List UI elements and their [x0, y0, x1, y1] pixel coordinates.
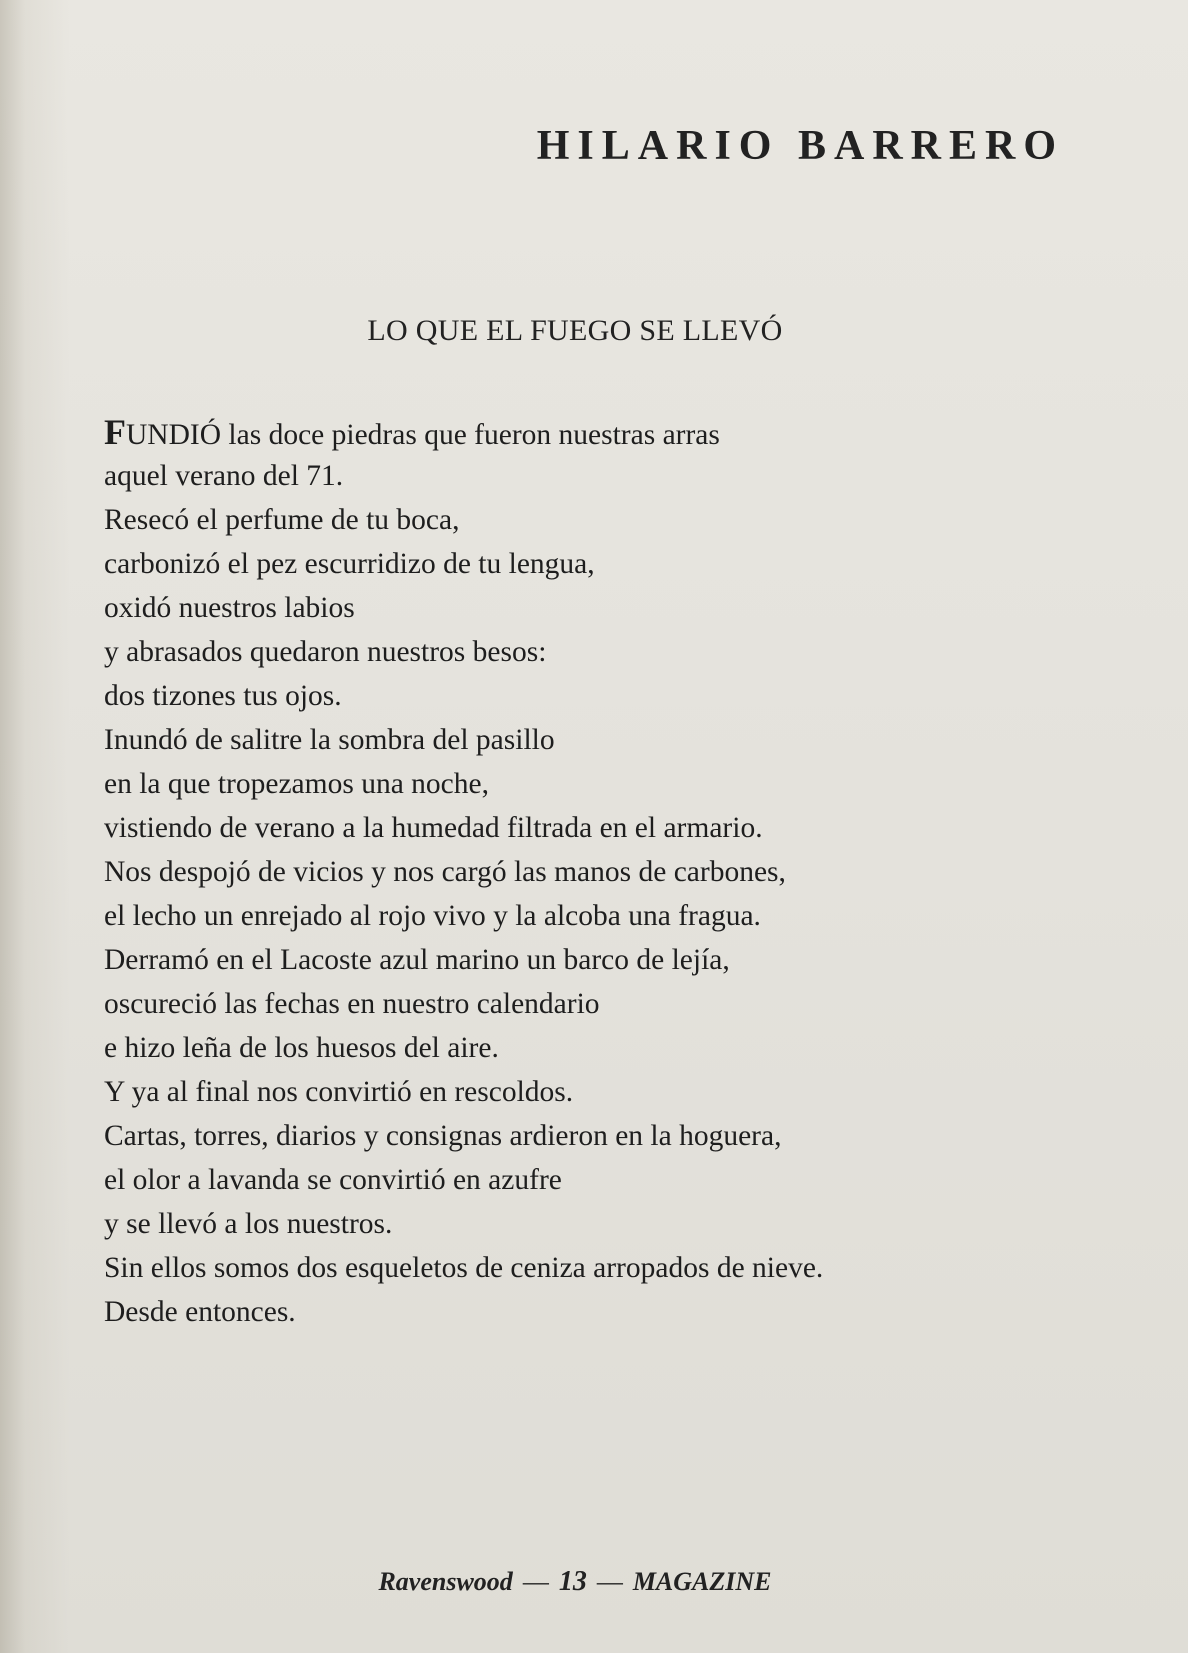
poem-line: en la que tropezamos una noche,: [104, 768, 489, 800]
poem-line: Derramó en el Lacoste azul marino un barco de lejía,: [104, 944, 730, 976]
publication-name-left: Ravenswood: [378, 1567, 513, 1596]
poem-line: oxidó nuestros labios: [104, 592, 355, 624]
poem-line: Y ya al final nos convirtió en rescoldos.: [104, 1076, 574, 1108]
poem-line: el lecho un enrejado al rojo vivo y la alcoba una fragua.: [104, 900, 761, 932]
poem-line: Inundó de salitre la sombra del pasillo: [104, 724, 555, 756]
poem-line: Nos despojó de vicios y nos cargó las manos de carbones,: [104, 856, 786, 888]
first-line-rest: las doce piedras que fueron nuestras arras: [221, 419, 720, 451]
poem-line: carbonizó el pez escurridizo de tu lengua,: [104, 548, 595, 580]
author-name: HILARIO BARRERO: [536, 123, 1064, 169]
poem-body: [104, 410, 823, 1334]
poem-line: aquel verano del 71.: [104, 460, 344, 492]
poem-line: Cartas, torres, diarios y consignas ardieron en la hoguera,: [104, 1120, 782, 1152]
poem-line: vistiendo de verano a la humedad filtrada en el armario.: [104, 812, 763, 844]
footer-separator: —: [596, 1567, 623, 1596]
poem-line: oscureció las fechas en nuestro calendario: [104, 988, 600, 1020]
poem-line: Sin ellos somos dos esqueletos de ceniza arropados de nieve.: [104, 1252, 824, 1284]
poem-title: LO QUE EL FUEGO SE LLEVÓ: [367, 314, 783, 347]
drop-cap: F: [104, 412, 126, 452]
poem-line: e hizo leña de los huesos del aire.: [104, 1032, 499, 1064]
page-footer: [0, 1566, 1150, 1598]
poem-line: el olor a lavanda se convirtió en azufre: [104, 1164, 562, 1196]
poem-line: y se llevó a los nuestros.: [104, 1208, 393, 1240]
footer-separator: —: [522, 1567, 549, 1596]
page-number: 13: [558, 1566, 587, 1597]
publication-name-right: MAGAZINE: [632, 1567, 772, 1596]
poem-line: dos tizones tus ojos.: [104, 680, 342, 712]
poem-line: Resecó el perfume de tu boca,: [104, 504, 460, 536]
poem-line: y abrasados quedaron nuestros besos:: [104, 636, 547, 668]
poem-line: [104, 410, 823, 454]
small-caps-word: UNDIÓ: [126, 419, 222, 451]
poem-line: Desde entonces.: [104, 1296, 296, 1328]
